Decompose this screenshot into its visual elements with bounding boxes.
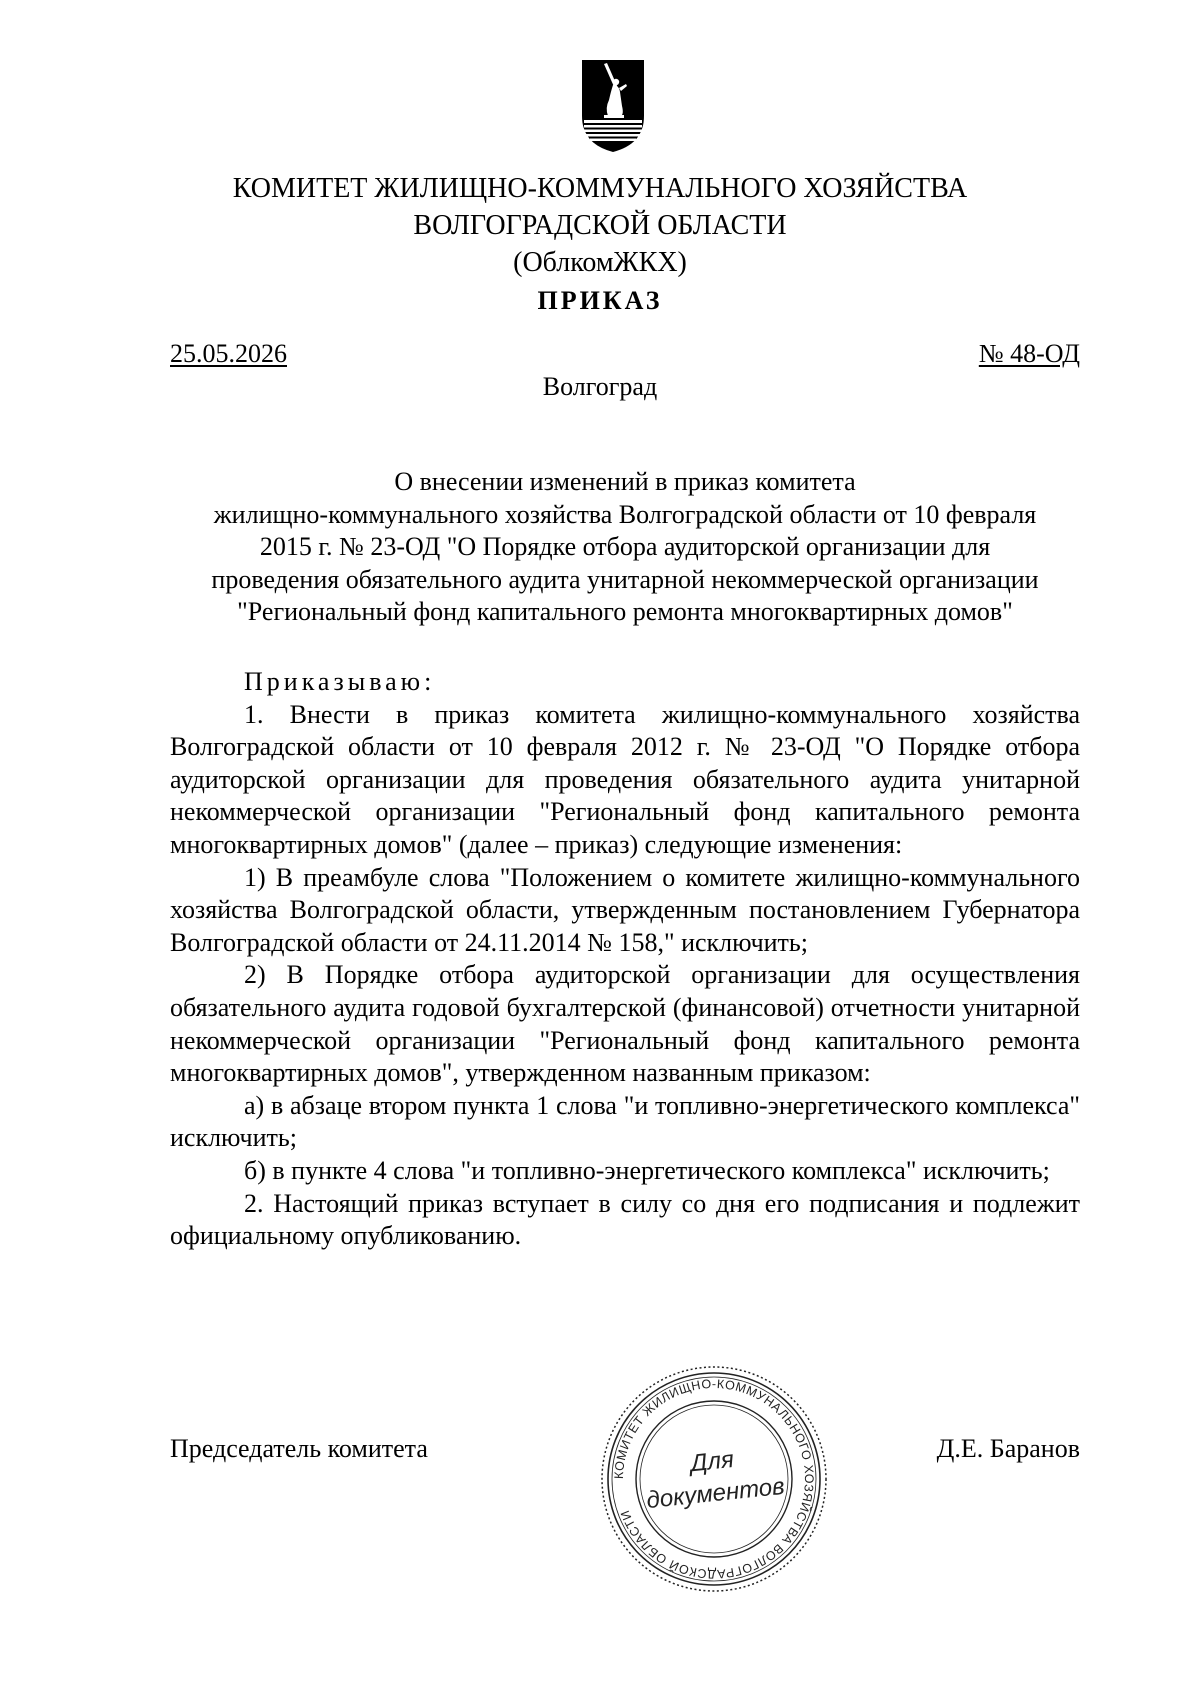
subject-line: 2015 г. № 23-ОД "О Порядке отбора аудиторской организации для — [259, 532, 991, 561]
body-paragraph: 2. Настоящий приказ вступает в силу со дня его подписания и подлежит официальному опубликованию. — [170, 1188, 1080, 1251]
document-city: Волгоград — [542, 372, 658, 401]
document-body — [170, 666, 1080, 1253]
document-date: 25.05.2026 — [170, 339, 287, 368]
stamp-center-line-1: Для — [689, 1445, 736, 1478]
subject-line: О внесении изменений в приказ комитета — [394, 467, 856, 496]
document-number: № 48-ОД — [978, 339, 1080, 368]
subject-line: проведения обязательного аудита унитарной некоммерческой организации — [211, 564, 1039, 594]
body-paragraph: б) в пункте 4 слова "и топливно-энергетического комплекса" исключить; — [244, 1155, 1050, 1185]
organization-abbreviation: (ОблкомЖКХ) — [513, 247, 687, 278]
subject-line: "Региональный фонд капитального ремонта многоквартирных домов" — [237, 597, 1013, 626]
signer-position: Председатель комитета — [170, 1434, 428, 1463]
order-intro: Приказываю: — [244, 667, 436, 696]
body-paragraph: 2) В Порядке отбора аудиторской организации для осуществления обязательного аудита годовой бухгалтерской (финансовой) отчетности унитарной некоммерческой организации "Региональный фонд капитального ремонта многоквартирных домов", утвержденном названным приказом: — [170, 960, 1080, 1088]
organization-name-line-2: ВОЛГОГРАДСКОЙ ОБЛАСТИ — [413, 210, 787, 241]
volgograd-region-emblem-icon — [580, 58, 646, 154]
signer-name: Д.Е. Баранов — [936, 1434, 1080, 1463]
official-round-seal-icon — [598, 1363, 830, 1595]
body-paragraph: 1) В преамбуле слова "Положением о комитете жилищно-коммунального хозяйства Волгоградской области, утвержденным постановлением Губернатора Волгоградской области от 24.11.2014 № 158," исключить; — [170, 862, 1080, 957]
organization-name-line-1: КОМИТЕТ ЖИЛИЩНО-КОММУНАЛЬНОГО ХОЗЯЙСТВА — [232, 173, 968, 204]
document-type-title: ПРИКАЗ — [537, 286, 663, 315]
stamp-center-line-2: документов — [645, 1472, 786, 1515]
body-paragraph: а) в абзаце втором пункта 1 слова "и топливно-энергетического комплекса" исключить; — [170, 1090, 1080, 1153]
svg-text:КОМИТЕТ ЖИЛИЩНО-КОММУНАЛЬНОГО — [612, 1377, 816, 1581]
body-paragraph: 1. Внести в приказ комитета жилищно-коммунального хозяйства Волгоградской области от 10 февраля 2012 г. № 23-ОД "О Порядке отбора аудиторской организации для проведения обязательного аудита унитарной некоммерческой организации "Региональный фонд капитального ремонта многоквартирных домов" (далее – приказ) следующие изменения: — [170, 699, 1080, 859]
stamp-ring-text: КОМИТЕТ ЖИЛИЩНО-КОММУНАЛЬНОГО ХОЗЯЙСТВА ВОЛГОГРАДСКОЙ ОБЛАСТИ — [611, 1376, 817, 1582]
document-subject — [170, 466, 1080, 629]
organization-header — [0, 170, 1200, 281]
subject-line: жилищно-коммунального хозяйства Волгоградской области от 10 февраля — [213, 499, 1037, 529]
